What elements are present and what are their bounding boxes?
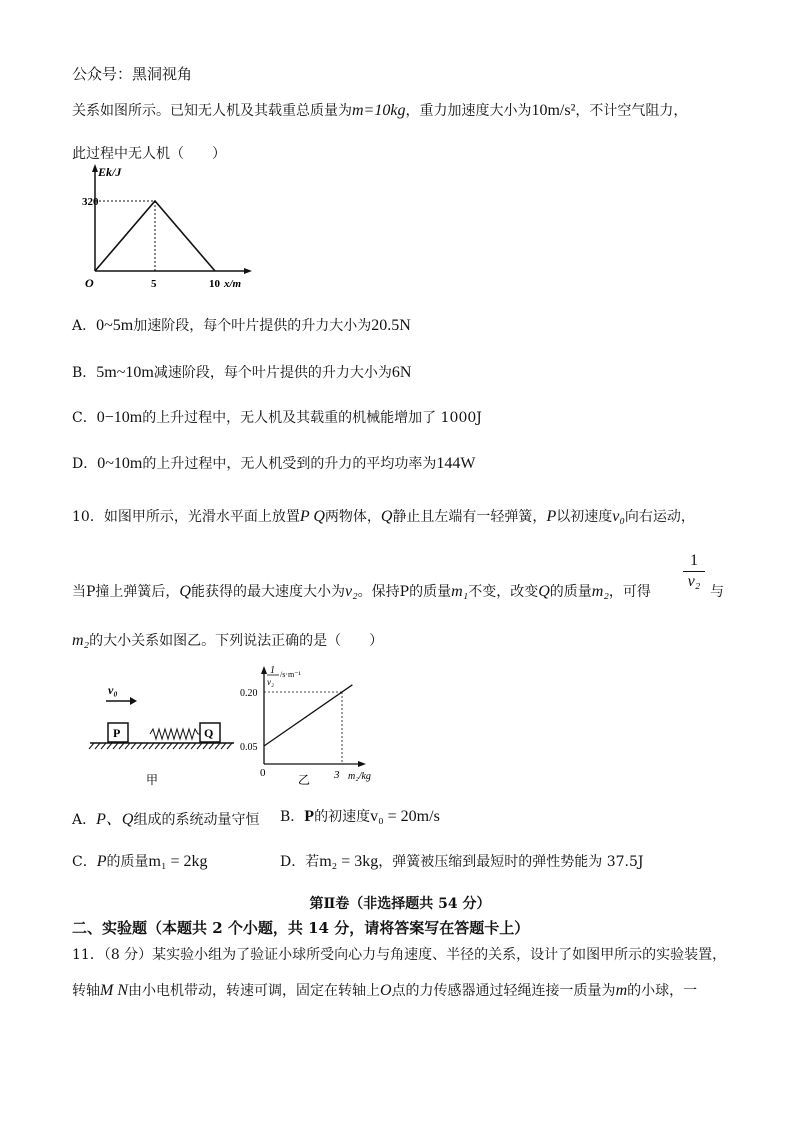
q10-text: 以初速度 (556, 509, 613, 525)
q11-text: 点的力传感器通过轻绳连接一质量为 (391, 983, 616, 999)
q11-text: 转轴 (72, 983, 100, 999)
yi-ylabel-num: 1 (270, 665, 275, 676)
caption-yi: 乙 (298, 773, 311, 787)
option-math: 0~5m (96, 317, 134, 334)
option-math: v₀ = 20m/s (370, 808, 440, 825)
hatch-line (131, 743, 136, 749)
q10-math: m₂ (72, 632, 90, 649)
x-tick-label: 5 (151, 278, 157, 290)
option-math: m₁ = 2kg (148, 853, 208, 870)
option-math: P (96, 853, 107, 870)
hatch-line (209, 743, 214, 749)
q9-option-c (72, 407, 482, 427)
fraction-numerator: 1 (690, 552, 698, 569)
yi-y-tick-high: 0.20 (240, 688, 258, 699)
q10-math: v₀ (612, 508, 625, 525)
hatch-line (125, 743, 130, 749)
yi-y-arrow-icon (261, 666, 267, 674)
option-label: A． (72, 318, 97, 334)
hatch-line (95, 743, 100, 749)
q9-mass: m=10kg (352, 102, 406, 119)
q9-option-b (72, 362, 411, 382)
block-p-label: P (113, 726, 121, 740)
arrow-head-icon (130, 697, 137, 705)
option-label: A． (72, 812, 97, 828)
ek-x-graph (78, 162, 258, 294)
yi-series-line (264, 685, 352, 746)
part2-title: 第Ⅱ卷（非选择题共 54 分） (309, 896, 491, 912)
hatch-line (179, 743, 184, 749)
hatch-line (89, 743, 94, 749)
fraction-bar (683, 571, 705, 572)
option-text: 的上升过程中，无人机及其载重的机械能增加了 1000J (142, 410, 482, 426)
hatch-line (113, 743, 118, 749)
y-tick-label: 320 (82, 196, 99, 208)
q10-text: ，可得 (608, 584, 651, 600)
section2-title: 二、实验题（本题共 2 个小题，共 14 分，请将答案写在答题卡上） (72, 919, 530, 937)
q10-text: 向右运动， (624, 509, 695, 525)
yi-ylabel-unit: /s·m⁻¹ (280, 670, 301, 679)
q10-text: 如图甲所示，光滑水平面上放置 (103, 509, 300, 525)
figure-yi (238, 660, 378, 790)
option-math: 0~10m (97, 455, 143, 472)
hatch-line (221, 743, 226, 749)
option-text: 减速阶段，每个叶片提供的升力大小为 (153, 365, 392, 381)
q10-text: 静止且左端有一轻弹簧， (392, 509, 547, 525)
option-label: B． (72, 365, 97, 381)
q11-math: O (380, 982, 392, 999)
x-tick-label: 10 (209, 278, 220, 290)
option-math: 0−10m (96, 409, 143, 426)
q10-math: Q (538, 583, 550, 600)
option-label: D．若 (280, 854, 320, 870)
hatch-line (167, 743, 172, 749)
hatch-line (107, 743, 112, 749)
q10-math: Q (380, 508, 393, 525)
option-text: 组成的系统动量守恒 (133, 812, 260, 828)
q9-text: ，不计空气阻力， (575, 103, 688, 119)
q9-text: 关系如图所示。已知无人机及其载重总质量为 (72, 103, 352, 119)
q11-math: M N (100, 982, 128, 999)
hatch-line (119, 743, 124, 749)
v0-label: v₀ (108, 683, 118, 697)
yi-x-arrow-icon (358, 761, 366, 767)
spring (150, 729, 198, 739)
q10-line3 (72, 630, 383, 650)
hatch-line (227, 743, 232, 749)
q10-text-yu: 与 (710, 584, 724, 600)
q9-line1 (72, 100, 687, 120)
yi-ylabel-den: v₂ (267, 677, 275, 687)
yi-y-tick-low: 0.05 (240, 742, 258, 753)
q10-text: 的大小关系如图乙。下列说法正确的是（ ） (89, 633, 384, 649)
option-text: 的上升过程中，无人机受到的升力的平均功率为 (142, 456, 437, 472)
q10-math: m₁ (451, 583, 469, 600)
option-math: P (304, 808, 315, 825)
q10-option-b (280, 806, 440, 826)
option-label: C． (72, 854, 97, 870)
q11-math: m (615, 982, 628, 999)
q10-math: Q (179, 583, 191, 600)
q9-g: 10m/s² (531, 102, 576, 119)
q10-option-d (280, 851, 644, 871)
watermark-text: 公众号：黑洞视角 (72, 65, 193, 83)
option-math: 144W (436, 455, 476, 472)
hatch-line (215, 743, 220, 749)
option-text: 的初速度 (314, 809, 371, 825)
question-number: 10． (72, 509, 104, 525)
option-math: 20.5N (371, 317, 411, 334)
yi-chart-marks (240, 685, 352, 781)
hatch-line (155, 743, 160, 749)
yi-xlabel: m₂/kg (348, 771, 371, 782)
q10-text: 两物体， (324, 509, 381, 525)
hatch-line (101, 743, 106, 749)
q10-line2 (72, 581, 651, 601)
option-label: C． (72, 410, 97, 426)
ek-series-line (95, 201, 215, 271)
fraction-1-over-v2 (683, 552, 705, 591)
hatch-line (185, 743, 190, 749)
x-axis-label: x/m (224, 278, 242, 290)
q10-text: 的质量 (549, 584, 592, 600)
q10-math: m₂ (591, 583, 609, 600)
x-axis-arrow-icon (244, 268, 252, 274)
y-axis-label: Ek/J (98, 165, 122, 179)
option-math: P、Q (96, 811, 134, 828)
yi-x-tick: 3 (334, 769, 340, 781)
q10-math: v₂ (344, 583, 358, 600)
q9-option-a (72, 315, 411, 335)
hatch-line (191, 743, 196, 749)
q11-text: 由小电机带动，转速可调，固定在转轴上 (128, 983, 380, 999)
q10-option-a (72, 806, 259, 829)
option-label: B． (280, 809, 305, 825)
hatch-line (137, 743, 142, 749)
hatch-line (197, 743, 202, 749)
q11-line2 (72, 980, 697, 1000)
q11-text: 的小球，一 (627, 983, 698, 999)
ground-hatch (89, 743, 232, 749)
figure-jia (88, 680, 238, 792)
ek-chart-marks (82, 164, 252, 290)
q10-text: 能获得的最大速度大小为 (190, 584, 345, 600)
hatch-line (143, 743, 148, 749)
q9-line2: 此过程中无人机（ ） (72, 146, 226, 162)
hatch-line (161, 743, 166, 749)
q9-text: ，重力加速度大小为 (405, 103, 532, 119)
q11-line1: 11．（8 分）某实验小组为了验证小球所受向心力与角速度、半径的关系，设计了如图甲所示的实验装置， (72, 947, 727, 963)
q10-text: 当P撞上弹簧后， (72, 584, 180, 600)
q10-text: 不变，改变 (468, 584, 539, 600)
option-math: 5m~10m (96, 364, 154, 381)
q10-option-c (72, 851, 208, 871)
q10-math: P Q (299, 508, 325, 525)
fraction-denominator: v₂ (687, 573, 701, 590)
hatch-line (149, 743, 154, 749)
option-text: 的质量 (106, 854, 149, 870)
option-text: 加速阶段，每个叶片提供的升力大小为 (133, 318, 372, 334)
q10-line1 (72, 506, 695, 526)
caption-jia: 甲 (146, 773, 159, 787)
option-math: 6N (391, 364, 412, 381)
yi-origin: 0 (260, 767, 266, 779)
option-text: ，弹簧被压缩到最短时的弹性势能为 37.5J (378, 854, 644, 870)
option-label: D． (72, 456, 98, 472)
origin-label: O (85, 276, 94, 290)
q9-option-d (72, 453, 475, 473)
q10-text: 。保持P的质量 (357, 584, 452, 600)
q10-math: P (546, 508, 557, 525)
option-math: m₂ = 3kg (319, 853, 379, 870)
block-q-label: Q (204, 726, 214, 740)
hatch-line (203, 743, 208, 749)
hatch-line (173, 743, 178, 749)
